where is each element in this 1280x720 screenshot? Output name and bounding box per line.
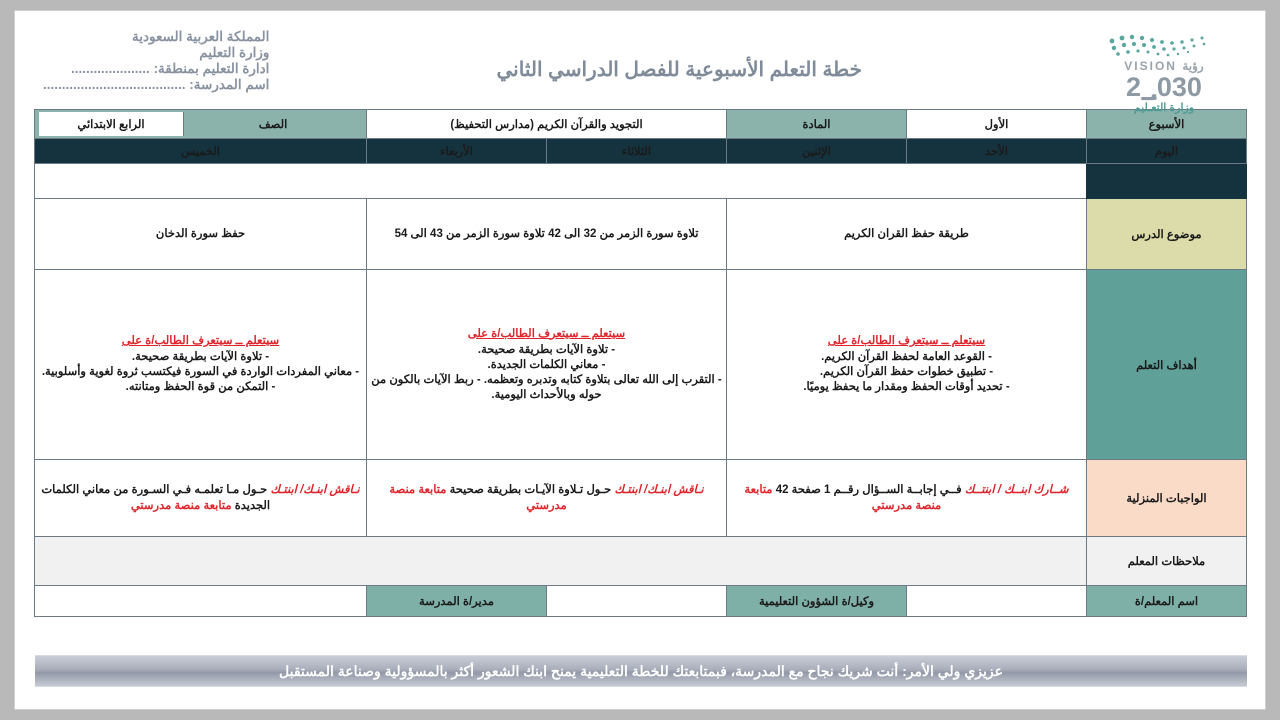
logo-vision-text: VISION رؤية — [1124, 59, 1204, 73]
teacher-notes-label: ملاحظات المعلم — [1087, 537, 1247, 586]
vice-principal-value[interactable] — [547, 586, 727, 617]
day-header-sunday: الأحد — [907, 139, 1087, 164]
homework-sun-mon-footer: متابعة منصة مدرستي — [744, 484, 942, 512]
objectives-thursday — [34, 270, 366, 460]
principal-value[interactable] — [34, 586, 366, 617]
objectives-tue-wed-line-1: - تلاوة الآيات بطريقة صحيحة. — [477, 343, 616, 356]
spacer-label-cell — [1087, 164, 1247, 199]
topic-tue-wed — [366, 199, 726, 270]
homework-tue-wed-lead: نـاقش ابنـك/ ابنتـك — [614, 484, 704, 496]
objectives-sun-mon-line-2: - تطبيق خطوات حفظ القرآن الكريم. — [819, 366, 994, 378]
table-row-info — [34, 110, 1246, 139]
page-title: خطة التعلم الأسبوعية للفصل الدراسي الثاني — [496, 59, 862, 81]
homework-label: الواجبات المنزلية — [1087, 460, 1247, 537]
country-name: المملكة العربية السعودية — [131, 29, 270, 44]
topic-thursday: حفظ سورة الدخان — [34, 199, 366, 270]
vision-2030-logo — [1089, 29, 1239, 114]
table-row-objectives — [34, 270, 1246, 460]
objectives-label: أهداف التعلم — [1087, 270, 1247, 460]
table-row-teacher-notes — [34, 537, 1246, 586]
teacher-notes-value[interactable] — [34, 537, 1086, 586]
sheet-content — [35, 29, 1247, 659]
weekly-plan-table — [34, 109, 1247, 617]
objectives-thursday-line-1: - تلاوة الآيات بطريقة صحيحة. — [131, 351, 270, 363]
table-row-topic — [34, 199, 1246, 270]
objectives-thursday-line-2: - معاني المفردات الواردة في السورة فيكتسب ثروة لغوية وأسلوبية. — [41, 366, 360, 378]
topic-tue-wed-line-2: تلاوة سورة الزمر من 43 الى 54 — [394, 228, 545, 240]
logo-ministry-text: وزارة التعـليم — [1133, 102, 1195, 114]
teacher-name-value[interactable] — [907, 586, 1087, 617]
objectives-tue-wed-line-4: - ربط الآيات بالكون من حوله وبالأحداث اليومية. — [371, 373, 602, 401]
teacher-name-label: اسم المعلم/ة — [1087, 586, 1247, 617]
ministry-name: وزارة التعليم — [199, 45, 270, 60]
footer-message: عزيزي ولي الأمر: أنت شريك نجاح مع المدرسة، فبمتابعتك للخطة التعليمية يمنح ابنك الشعور أكثر بالمسؤولية وصناعة المستقبل — [279, 662, 1003, 679]
homework-sun-mon — [727, 460, 1087, 537]
week-value: الأول — [907, 110, 1087, 139]
objectives-sun-mon-line-3: - تحديد أوقات الحفظ ومقدار ما يحفظ يوميًا. — [803, 381, 1010, 393]
objectives-heading-thursday: سيتعلم ــ سيتعرف الطالب/ة على — [121, 335, 280, 347]
homework-sun-mon-body: فــي إجابــة الســؤال رقــم 1 صفحة 42 — [775, 484, 962, 496]
homework-thursday-lead: نـاقش ابنـك/ ابنتـك — [270, 484, 360, 496]
table-row-homework — [34, 460, 1246, 537]
grade-label: الصف — [183, 112, 362, 136]
education-directorate-field: ادارة التعليم بمنطقة: ..................... — [71, 61, 270, 76]
homework-tue-wed-footer: متابعة منصة مدرستي — [389, 484, 567, 512]
day-header-tuesday: الثلاثاء — [547, 139, 727, 164]
spacer-cell — [34, 164, 1086, 199]
table-row-spacer — [34, 164, 1246, 199]
table-row-days — [34, 139, 1246, 164]
document-sheet — [14, 10, 1266, 710]
homework-tue-wed — [366, 460, 726, 537]
objectives-tue-wed-line-3: - التقرب إلى الله تعالى بتلاوة كتابه وتدبره وتعظمه. — [483, 373, 722, 386]
subject-label: المادة — [727, 110, 907, 139]
objectives-heading-tue-wed: سيتعلم ــ سيتعرف الطالب/ة على — [467, 327, 626, 340]
logo-year-text: 2؀030 — [1126, 72, 1202, 102]
homework-thursday-body: حـول مـا تعلمـه فـي السـورة من معاني الكلمات الجديدة — [41, 484, 271, 512]
school-name-field: اسم المدرسة: ...................................... — [43, 77, 270, 92]
day-header-wednesday: الأربعاء — [366, 139, 546, 164]
footer-banner — [35, 655, 1247, 687]
objectives-tue-wed-line-2: - معاني الكلمات الجديدة. — [487, 358, 606, 371]
objectives-thursday-line-3: - التمكن من قوة الحفظ ومتانته. — [125, 381, 276, 393]
homework-thursday — [34, 460, 366, 537]
homework-thursday-footer: متابعة منصة مدرستي — [130, 500, 232, 512]
document-header — [35, 29, 1247, 114]
vice-principal-label: وكيل/ة الشؤون التعليمية — [727, 586, 907, 617]
day-header-thursday: الخميس — [34, 139, 366, 164]
topic-sun-mon: طريقة حفظ القران الكريم — [727, 199, 1087, 270]
homework-sun-mon-lead: شــارك ابنــك / ابنتــك — [964, 484, 1069, 496]
topic-tue-wed-line-1: تلاوة سورة الزمر من 32 الى 42 — [548, 228, 699, 240]
objectives-sun-mon — [727, 270, 1087, 460]
day-header-label: اليوم — [1087, 139, 1247, 164]
principal-label: مدير/ة المدرسة — [366, 586, 546, 617]
table-row-signatures — [34, 586, 1246, 617]
subject-value: التجويد والقرآن الكريم (مدارس التحفيظ) — [366, 110, 726, 139]
day-header-monday: الإثنين — [727, 139, 907, 164]
grade-label-cell — [34, 110, 366, 139]
homework-tue-wed-body: حـول تـلاوة الآيـات بطريقة صحيحة — [449, 484, 612, 496]
grade-value: الرابع الابتدائي — [39, 112, 184, 136]
ministry-block — [43, 29, 269, 93]
week-label: الأسبوع — [1087, 110, 1247, 139]
objectives-tue-wed — [366, 270, 726, 460]
objectives-heading-sun-mon: سيتعلم ــ سيتعرف الطالب/ة على — [827, 335, 986, 347]
objectives-sun-mon-line-1: - القوعد العامة لحفظ القرآن الكريم. — [821, 351, 992, 363]
logo-dots-icon — [1089, 33, 1239, 59]
topic-label: موضوع الدرس — [1087, 199, 1247, 270]
